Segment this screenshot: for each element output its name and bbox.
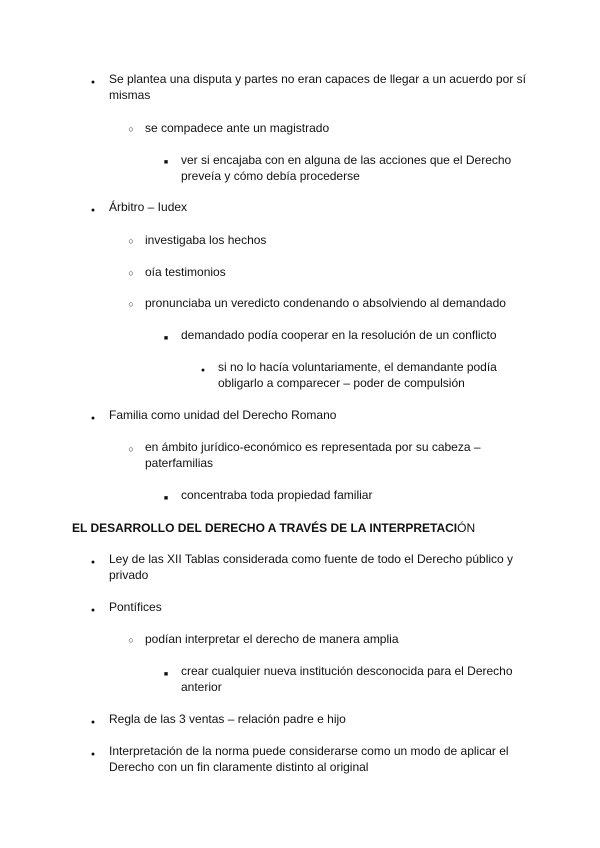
bullet-icon	[159, 152, 173, 171]
bullet-icon	[86, 552, 100, 571]
list-item: Pontífices	[109, 600, 162, 614]
list-item: ver si encajaba con en alguna de las acciones que el Derecho preveía y cómo debía procederse	[181, 153, 512, 183]
list-item: demandado podía cooperar en la resolución de un conflicto	[181, 328, 497, 342]
bullet-icon	[159, 488, 173, 507]
list-item: Familia como unidad del Derecho Romano	[109, 408, 337, 422]
bullet-icon	[86, 72, 100, 91]
list-item: se compadece ante un magistrado	[145, 121, 330, 135]
list-item: Interpretación de la norma puede considerarse como un modo de aplicar el Derecho con un fin claramente distinto al original	[109, 744, 509, 774]
list-item: pronunciaba un veredicto condenando o absolviendo al demandado	[145, 296, 506, 310]
bullet-icon	[124, 440, 138, 457]
list-item: concentraba toda propiedad familiar	[181, 488, 373, 502]
heading-bold-text: EL DESARROLLO DEL DERECHO A TRAVÉS DE LA INTERPRETACI	[72, 521, 458, 535]
list-item: crear cualquier nueva institución desconocida para el Derecho anterior	[181, 664, 513, 694]
bullet-icon	[124, 295, 138, 312]
bullet-icon	[86, 744, 100, 763]
bullet-icon	[86, 600, 100, 619]
list-item: oía testimonios	[145, 265, 226, 279]
list-item: Árbitro – Iudex	[109, 200, 188, 214]
list-item: investigaba los hechos	[145, 233, 267, 247]
list-item: Se plantea una disputa y partes no eran capaces de llegar a un acuerdo por sí mismas	[109, 72, 526, 102]
bullet-icon	[124, 232, 138, 249]
bullet-icon	[124, 120, 138, 137]
bullet-icon	[196, 360, 210, 379]
bullet-icon	[159, 328, 173, 347]
bullet-icon	[124, 631, 138, 648]
list-item: Ley de las XII Tablas considerada como fuente de todo el Derecho público y privado	[109, 552, 514, 582]
list-item: si no lo hacía voluntariamente, el demandante podía obligarlo a comparecer – poder de compulsión	[218, 360, 497, 390]
heading-tail-text: ÓN	[457, 521, 476, 535]
bullet-icon	[86, 712, 100, 731]
list-item: podían interpretar el derecho de manera amplia	[145, 632, 399, 646]
bullet-icon	[86, 408, 100, 427]
bullet-icon	[124, 264, 138, 281]
section-heading	[72, 520, 475, 536]
list-item: Regla de las 3 ventas – relación padre e hijo	[109, 712, 346, 726]
list-item: en ámbito jurídico-económico es representada por su cabeza – paterfamilias	[145, 440, 481, 470]
bullet-icon	[86, 200, 100, 219]
bullet-icon	[159, 664, 173, 683]
